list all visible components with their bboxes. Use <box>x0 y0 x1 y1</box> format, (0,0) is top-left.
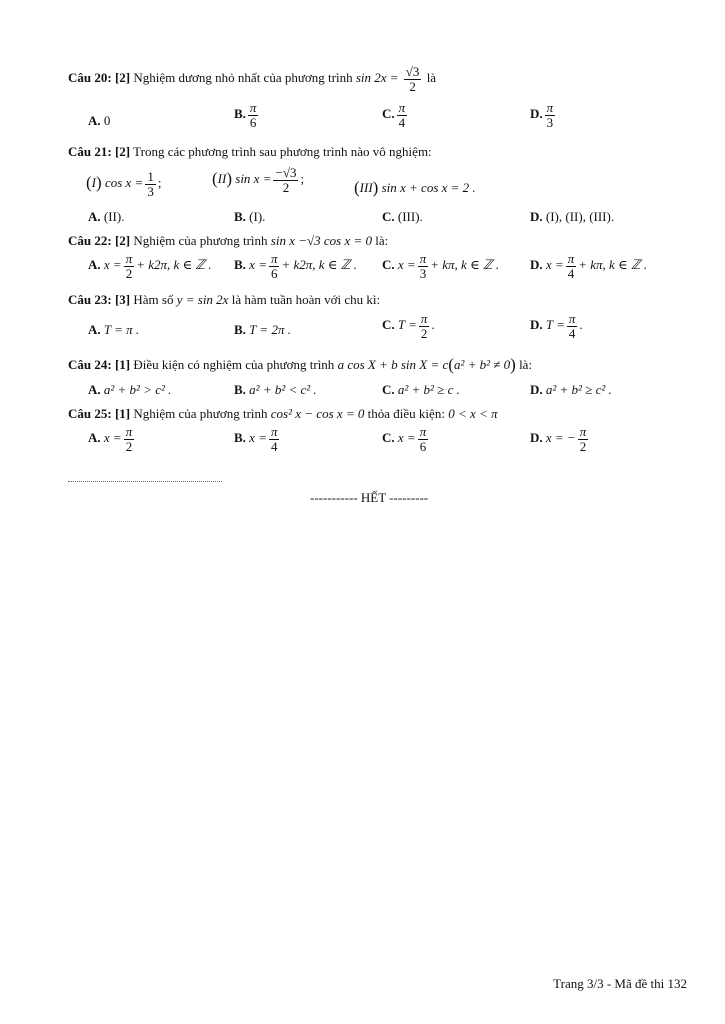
eq-lhs: sin x = <box>235 171 272 187</box>
option-num: π <box>568 311 576 326</box>
option-label: D. <box>530 257 543 273</box>
q25-text: Nghiệm của phương trình <box>133 406 268 421</box>
q21-label: Câu 21: <box>68 144 112 159</box>
question-24: Câu 24: [1] Điều kiện có nghiệm của phương trình a cos X + b sin X = c(a² + b² ≠ 0) là: <box>68 355 533 374</box>
option-lhs: x = <box>397 430 416 446</box>
q20-eq-lhs: sin 2x = <box>355 70 399 86</box>
option-tail: + kπ, k ∈ ℤ . <box>578 257 648 273</box>
option-tail: . <box>431 317 435 333</box>
option-label: D. <box>530 382 543 397</box>
q24-option-b[interactable] <box>234 382 317 398</box>
option-frac <box>419 312 430 340</box>
q22-eq: sin x −√3 cos x = 0 <box>270 233 373 248</box>
option-frac <box>269 252 280 280</box>
question-25 <box>68 406 498 422</box>
q23-text-a: Hàm số <box>133 292 174 307</box>
option-label: C. <box>382 430 395 446</box>
option-den: 6 <box>270 265 278 281</box>
q20-eq-num: √3 <box>405 64 420 79</box>
q24-option-c[interactable] <box>382 382 460 398</box>
option-num: π <box>579 424 587 439</box>
option-den: 4 <box>398 114 406 130</box>
option-text: a² + b² ≥ c . <box>397 382 460 397</box>
eq-tag: III <box>359 180 373 195</box>
q20-option-c[interactable] <box>382 101 409 129</box>
option-den: 3 <box>546 114 554 130</box>
option-frac <box>545 101 556 129</box>
option-lhs: x = <box>103 430 122 446</box>
option-num: π <box>270 424 278 439</box>
option-frac <box>124 425 135 453</box>
option-frac <box>418 425 429 453</box>
option-tail: + k2π, k ∈ ℤ . <box>281 257 357 273</box>
q20-eq-frac <box>404 65 422 93</box>
question-21 <box>68 144 432 160</box>
option-text: (I), (II), (III). <box>545 209 615 224</box>
option-lhs: x = <box>397 257 416 273</box>
option-text: 0 <box>103 113 111 128</box>
q21-text: Trong các phương trình sau phương trình nào vô nghiệm: <box>133 144 432 159</box>
option-den: 2 <box>125 438 133 454</box>
option-label: D. <box>530 106 543 122</box>
option-text: a² + b² ≥ c² . <box>545 382 612 397</box>
q25-option-d[interactable] <box>530 425 590 453</box>
q20-suffix: là <box>426 70 437 86</box>
q25-level: [1] <box>114 406 131 421</box>
option-den: 4 <box>567 265 575 281</box>
option-den: 2 <box>420 325 428 341</box>
option-num: π <box>420 311 428 326</box>
q25-option-c[interactable] <box>382 425 430 453</box>
q24-eq: a cos X + b sin X = c <box>337 357 449 372</box>
option-label: C. <box>382 209 395 224</box>
option-num: π <box>125 424 133 439</box>
option-num: π <box>567 251 575 266</box>
option-frac <box>397 101 408 129</box>
q21-eq-1: (I) cos x = $\frac{1}{3}$ ; <box>86 169 162 199</box>
option-num: π <box>398 100 406 115</box>
option-label: A. <box>88 322 101 337</box>
q23-eq: y = sin 2x <box>176 292 229 307</box>
option-text: (III). <box>397 209 423 224</box>
q20-label: Câu 20: <box>68 70 112 86</box>
option-lhs: x = <box>249 257 267 273</box>
q20-text: Nghiệm dương nhỏ nhất của phương trình <box>133 70 353 86</box>
option-label: B. <box>234 257 246 273</box>
separator-line <box>68 481 222 482</box>
option-label: B. <box>234 209 246 224</box>
eq-end: ; <box>300 171 305 187</box>
q22-option-d[interactable] <box>530 252 647 280</box>
q23-level: [3] <box>114 292 131 307</box>
q20-option-a[interactable] <box>88 113 110 129</box>
q21-eq-3: (III) sin x + cos x = 2 . <box>354 178 476 197</box>
q22-suffix: là: <box>375 233 389 248</box>
option-num: π <box>419 424 427 439</box>
q24-text: Điều kiện có nghiệm của phương trình <box>133 357 335 372</box>
q21-option-d[interactable] <box>530 209 614 225</box>
option-den: 6 <box>249 114 257 130</box>
option-label: A. <box>88 257 101 273</box>
option-tail: + kπ, k ∈ ℤ . <box>430 257 500 273</box>
option-den: 3 <box>419 265 427 281</box>
option-den: 4 <box>270 438 278 454</box>
question-20 <box>68 65 436 93</box>
eq-tag: II <box>217 171 227 187</box>
option-num: π <box>546 100 554 115</box>
q22-label: Câu 22: <box>68 233 112 248</box>
q24-option-a[interactable] <box>88 382 171 398</box>
option-frac <box>418 252 429 280</box>
option-label: C. <box>382 382 395 397</box>
eq-frac <box>273 166 298 194</box>
q25-text-b: thỏa điều kiện: <box>367 406 445 421</box>
option-label: D. <box>530 317 543 333</box>
q21-eq-2: (II) sin x = $\frac{-√3}{2}$ ; <box>212 165 305 195</box>
option-label: B. <box>234 322 246 337</box>
q21-option-c[interactable] <box>382 209 423 225</box>
option-label: A. <box>88 113 101 128</box>
q25-option-b[interactable] <box>234 425 281 453</box>
q23-option-c[interactable] <box>382 312 435 340</box>
option-lhs: T = <box>545 317 565 333</box>
option-lhs: T = <box>397 317 417 333</box>
option-num: π <box>125 251 133 266</box>
option-text: a² + b² > c² . <box>103 382 172 397</box>
option-num: π <box>249 100 257 115</box>
q25-eq: cos² x − cos x = 0 <box>270 406 365 421</box>
option-text: T = π . <box>103 322 140 337</box>
option-den: 2 <box>125 265 133 281</box>
q24-option-d[interactable] <box>530 382 612 398</box>
option-label: A. <box>88 209 101 224</box>
q20-option-b[interactable] <box>234 101 260 129</box>
q23-option-d[interactable] <box>530 312 583 340</box>
q21-option-b[interactable] <box>234 209 265 225</box>
q23-option-b[interactable] <box>234 322 291 338</box>
option-text: T = 2π . <box>249 322 291 337</box>
option-label: A. <box>88 430 101 446</box>
option-frac <box>124 252 135 280</box>
option-label: B. <box>234 382 246 397</box>
option-lhs: x = <box>249 430 267 446</box>
eq-lhs: cos x = <box>104 175 144 191</box>
option-frac <box>567 312 578 340</box>
question-22 <box>68 233 388 249</box>
q24-cond: a² + b² ≠ 0 <box>453 357 511 372</box>
option-label: C. <box>382 106 395 122</box>
q23-label: Câu 23: <box>68 292 112 307</box>
q20-option-d[interactable] <box>530 101 557 129</box>
q25-cond: 0 < x < π <box>448 406 498 421</box>
q20-level: [2] <box>114 70 131 86</box>
option-label: D. <box>530 209 543 224</box>
q22-option-c[interactable] <box>382 252 499 280</box>
q24-label: Câu 24: <box>68 357 112 372</box>
q22-text: Nghiệm của phương trình <box>133 233 268 248</box>
option-label: C. <box>382 317 395 333</box>
option-frac <box>566 252 577 280</box>
page-footer: Trang 3/3 - Mã đề thi 132 <box>553 976 687 991</box>
q25-option-a[interactable] <box>88 425 136 453</box>
eq-end: ; <box>157 175 162 191</box>
option-label: D. <box>530 430 543 446</box>
q24-level: [1] <box>114 357 131 372</box>
option-text: (I). <box>249 209 266 224</box>
eq-den: 2 <box>282 179 290 195</box>
eq-num: 1 <box>147 169 154 184</box>
option-den: 6 <box>419 438 427 454</box>
option-text: a² + b² < c² . <box>249 382 317 397</box>
eq-den: 3 <box>147 183 154 199</box>
option-lhs: x = <box>103 257 122 273</box>
option-den: 4 <box>568 325 576 341</box>
eq-frac <box>145 170 156 198</box>
option-label: B. <box>234 106 246 122</box>
option-frac <box>269 425 280 453</box>
q22-option-a[interactable] <box>88 252 212 280</box>
q21-option-a[interactable] <box>88 209 124 225</box>
end-marker: ----------- HẾT --------- <box>310 490 429 505</box>
option-label: B. <box>234 430 246 446</box>
option-text: (II). <box>103 209 125 224</box>
q25-label: Câu 25: <box>68 406 112 421</box>
q22-level: [2] <box>114 233 131 248</box>
q22-option-b[interactable] <box>234 252 357 280</box>
option-frac <box>248 101 259 129</box>
option-lhs: x = − <box>545 430 576 446</box>
option-den: 2 <box>579 438 587 454</box>
option-num: π <box>419 251 427 266</box>
q21-level: [2] <box>114 144 131 159</box>
option-frac <box>578 425 589 453</box>
q20-eq-den: 2 <box>409 78 416 94</box>
option-label: C. <box>382 257 395 273</box>
eq-text: sin x + cos x = 2 . <box>381 180 476 195</box>
question-23 <box>68 292 380 308</box>
eq-num: −√3 <box>275 165 297 180</box>
option-label: A. <box>88 382 101 397</box>
option-tail: . <box>579 317 583 333</box>
q23-option-a[interactable] <box>88 322 139 338</box>
q23-text-b: là hàm tuần hoàn với chu kì: <box>231 292 381 307</box>
q24-suffix: là: <box>519 357 533 372</box>
eq-tag: I <box>91 175 97 191</box>
option-tail: + k2π, k ∈ ℤ . <box>136 257 212 273</box>
option-lhs: x = <box>545 257 564 273</box>
option-num: π <box>270 251 278 266</box>
